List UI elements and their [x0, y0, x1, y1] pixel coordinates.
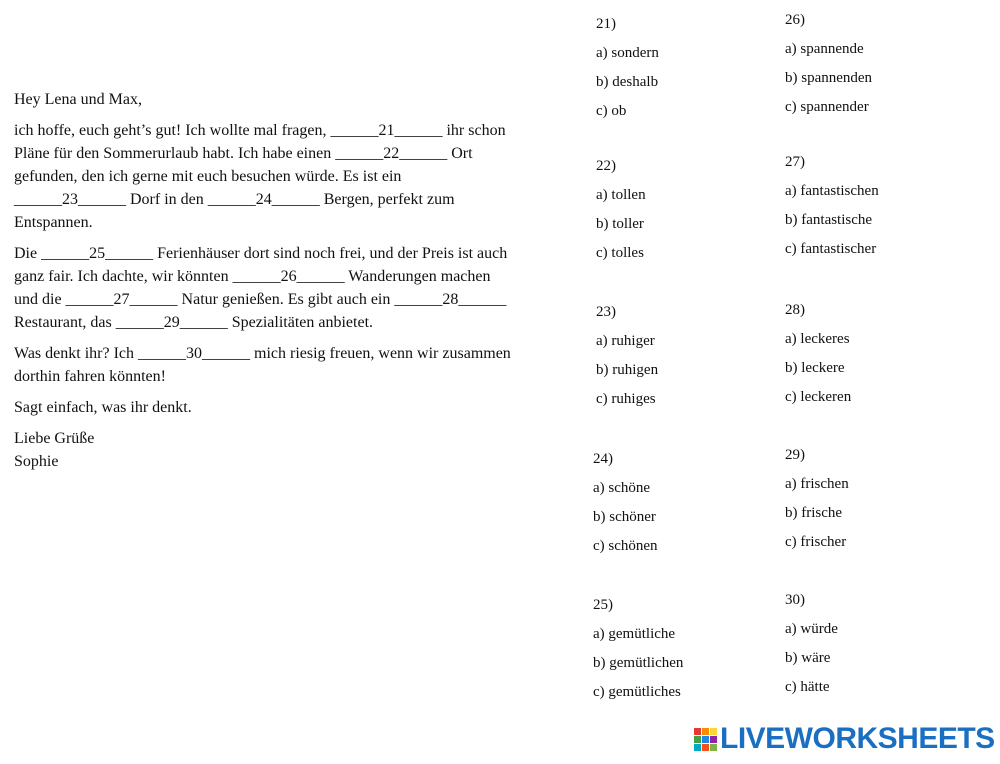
option-b[interactable]: b) wäre: [785, 650, 831, 666]
question-number: 27): [785, 154, 805, 170]
letter: [14, 88, 514, 481]
option-c[interactable]: c) gemütliches: [593, 684, 681, 700]
option-a[interactable]: a) würde: [785, 621, 838, 637]
letter-paragraph: ich hoffe, euch geht’s gut! Ich wollte mal fragen, ______21______ ihr schon Pläne für den Sommerurlaub habt. Ich habe einen ______22______ Ort gefunden, den ich gerne mit euch besuchen würde. Es ist ein ______23______ Dorf in den ______24______ Bergen, perfekt zum Entspannen.: [14, 122, 506, 231]
logo-text: LIVEWORKSHEETS: [720, 722, 995, 755]
option-b[interactable]: b) frische: [785, 505, 843, 521]
question-number: 21): [596, 16, 616, 32]
question-22: [596, 152, 646, 268]
option-c[interactable]: c) ruhiges: [596, 391, 656, 407]
option-b[interactable]: b) fantastische: [785, 212, 873, 228]
option-b[interactable]: b) schöner: [593, 509, 656, 525]
option-c[interactable]: c) leckeren: [785, 389, 852, 405]
option-a[interactable]: a) frischen: [785, 476, 849, 492]
option-a[interactable]: a) gemütliche: [593, 626, 676, 642]
question-number: 24): [593, 451, 613, 467]
question-number: 28): [785, 302, 805, 318]
option-a[interactable]: a) tollen: [596, 187, 646, 203]
question-25: [593, 591, 683, 707]
question-26: [785, 6, 872, 122]
liveworksheets-logo: [694, 722, 995, 756]
question-24: [593, 445, 658, 561]
option-c[interactable]: c) tolles: [596, 245, 644, 261]
option-c[interactable]: c) hätte: [785, 679, 830, 695]
question-number: 26): [785, 12, 805, 28]
letter-paragraph: Die ______25______ Ferienhäuser dort sind noch frei, und der Preis ist auch ganz fair. Ich dachte, wir könnten ______26______ Wanderungen machen und die ______27______ Natur genießen. Es gibt auch ein ______28______ Restaurant, das ______29______ Spezialitäten anbietet.: [14, 245, 508, 331]
option-b[interactable]: b) toller: [596, 216, 644, 232]
option-a[interactable]: a) ruhiger: [596, 333, 655, 349]
letter-closing: Liebe Grüße: [14, 430, 95, 447]
question-29: [785, 441, 849, 557]
letter-signature: Sophie: [14, 453, 59, 470]
letter-greeting: Hey Lena und Max,: [14, 91, 142, 108]
option-b[interactable]: b) deshalb: [596, 74, 659, 90]
option-c[interactable]: c) frischer: [785, 534, 847, 550]
option-a[interactable]: a) sondern: [596, 45, 659, 61]
option-a[interactable]: a) schöne: [593, 480, 651, 496]
question-number: 23): [596, 304, 616, 320]
question-number: 29): [785, 447, 805, 463]
question-23: [596, 298, 658, 414]
question-21: [596, 10, 659, 126]
letter-paragraph: Sagt einfach, was ihr denkt.: [14, 399, 192, 416]
question-27: [785, 148, 879, 264]
question-28: [785, 296, 851, 412]
option-a[interactable]: a) fantastischen: [785, 183, 879, 199]
option-a[interactable]: a) leckeres: [785, 331, 850, 347]
option-c[interactable]: c) ob: [596, 103, 627, 119]
logo-mark-icon: [694, 728, 717, 751]
option-c[interactable]: c) fantastischer: [785, 241, 877, 257]
option-b[interactable]: b) ruhigen: [596, 362, 659, 378]
question-number: 25): [593, 597, 613, 613]
option-b[interactable]: b) leckere: [785, 360, 845, 376]
option-b[interactable]: b) gemütlichen: [593, 655, 684, 671]
option-c[interactable]: c) schönen: [593, 538, 658, 554]
question-number: 22): [596, 158, 616, 174]
option-b[interactable]: b) spannenden: [785, 70, 873, 86]
question-30: [785, 586, 838, 702]
option-c[interactable]: c) spannender: [785, 99, 869, 115]
question-number: 30): [785, 592, 805, 608]
letter-paragraph: Was denkt ihr? Ich ______30______ mich riesig freuen, wenn wir zusammen dorthin fahren könnten!: [14, 345, 511, 385]
option-a[interactable]: a) spannende: [785, 41, 864, 57]
